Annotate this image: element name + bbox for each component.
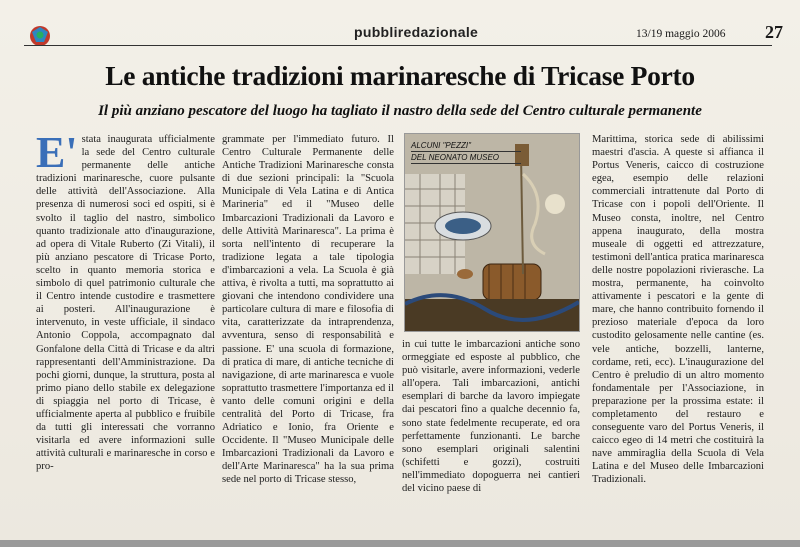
photo-caption-line-2: DEL NEONATO MUSEO	[411, 152, 521, 164]
page-header	[24, 18, 783, 48]
article-column-2	[222, 133, 394, 487]
column-2-text: grammate per l'immediato futuro. Il Centro Culturale Permanente delle Antiche Tradizioni Marinaresche consta di due sezioni principali: la "Scuola Municipale di Vela Latina e di Antica Marineria" ed il "Museo delle Imbarcazioni Tradizionali da Lavoro e delle Attività Marinaresca". La prima è sorta nell'intento di recuperare la tradizione legata a tale tipologia d'imbarcazioni a vela. La Scuola è già attiva, è rivolta a tutti, ma soprattutto ai giovani che intendono condividere una particolare cultura di mare e filosofia di vita, caratterizzate da intraprendenza, avventura, senso di responsabilità e passione. E' una scuola di formazione, di pratica di mare, di antiche tecniche di navigazione, di arte marinaresca e vuole soprattutto trasmettere l'importanza ed il vanto delle comuni origini e della centralità del Porto di Tricase, fra Adriatico e Ionio, fra Oriente e Occidente. Il "Museo Municipale delle Imbarcazioni Tradizionali da Lavoro e dell'Arte Marinaresca" ha la sua prima sede nel porto di Tricase stesso,	[222, 134, 394, 486]
article-subheadline: Il più anziano pescatore del luogo ha tagliato il nastro della sede del Centro culturale permanente	[98, 103, 702, 119]
column-3-text: in cui tutte le imbarcazioni antiche sono ormeggiate ed esposte al pubblico, che può visitarle, avere informazioni, vederle all'opera. Tali imbarcazioni, antichi esemplari di barche da lavoro impiegate dai pescatori fino a qualche decennio fa, sono state fedelmente recuperate, ed ora perfettamente funzionanti. Le barche sono esemplari originali salentini (schifetti e gozzi), costruiti nell'immediato dopoguerra nei cantieri del vicino paese di	[402, 339, 580, 495]
header-rule	[24, 45, 772, 46]
article-column-3	[402, 338, 580, 495]
section-rubric: pubbliredazionale	[354, 24, 479, 40]
column-4-text: Marittima, storica sede di abilissimi maestri d'ascia. A queste si affianca il Portus Veneris, caicco di costruzione egea, esempio delle relazioni commerciali intrattenute dal Porto di Tricase con i popoli dell'Oriente. Il Museo consta, inoltre, nel Centro appena inaugurato, della mostra museale di oggetti ed attrezzature, testimoni dell'antica pratica marinaresca delle nostre popolazioni rivierasche. La mostra, permanente, ha coinvolto attivamente i pescatori e la gente di mare, che hanno contribuito fornendo il prezioso materiale d'epoca da loro custodito gelosamente nelle cantine (es. vele antiche, bozzelli, lanterne, cordame, reti, ecc). L'inaugurazione del Centro è preludio di un altro momento fondamentale per l'Associazione, in preparazione per la prossima estate: il completamento del restauro e conseguente varo del Portus Veneris, il caicco egeo di 14 metri che costituirà la nave ammiraglia della Scuola di Vela Latina e del Museo delle Imbarcazioni Tradizionali.	[592, 134, 764, 486]
column-1-text: stata inaugurata ufficialmente la sede del Centro culturale permanente delle antiche tradizioni marinaresche, cuore pulsante delle attività dell'Associazione. Alla presenza di numerosi soci ed ospiti, si è svolto il taglio del nastro, simbolico quanto tradizionale atto d'inaugurazione, ad opera di Vitale Ruberto (Zi Vitali), il più anziano pescatore di Tricase Porto, scelto in quanto memoria storica e simbolo di quel patrimonio culturale che il Centro intende custodire e trasmettere ai posteri. All'inaugurazione è intervenuto, in veste ufficiale, il sindaco Antonio Coppola, accompagnato dal Gonfalone della Città di Tricase e da altri rappresentanti dell'Amministrazione. Da pochi giorni, dunque, la struttura, posta al primo piano dello stabile ex delegazione di spiaggia nel porto di Tricase, è ufficialmente aperta al pubblico e fruibile da tutti gli interessati che vorranno visitarla ed avere informazioni sulle attività culturali e marinaresche in corso e pro-	[36, 134, 215, 473]
article-column-1	[36, 128, 215, 473]
article-headline: Le antiche tradizioni marinaresche di Tricase Porto	[105, 60, 695, 91]
drop-cap: E'	[36, 128, 78, 177]
issue-date: 13/19 maggio 2006	[636, 28, 726, 40]
page-number: 27	[765, 22, 783, 42]
photo-caption	[411, 140, 521, 164]
museum-photo	[404, 133, 580, 332]
article-column-4	[592, 133, 764, 487]
photo-caption-line-1: ALCUNI "PEZZI"	[411, 140, 521, 152]
page-bottom-edge	[0, 540, 800, 547]
